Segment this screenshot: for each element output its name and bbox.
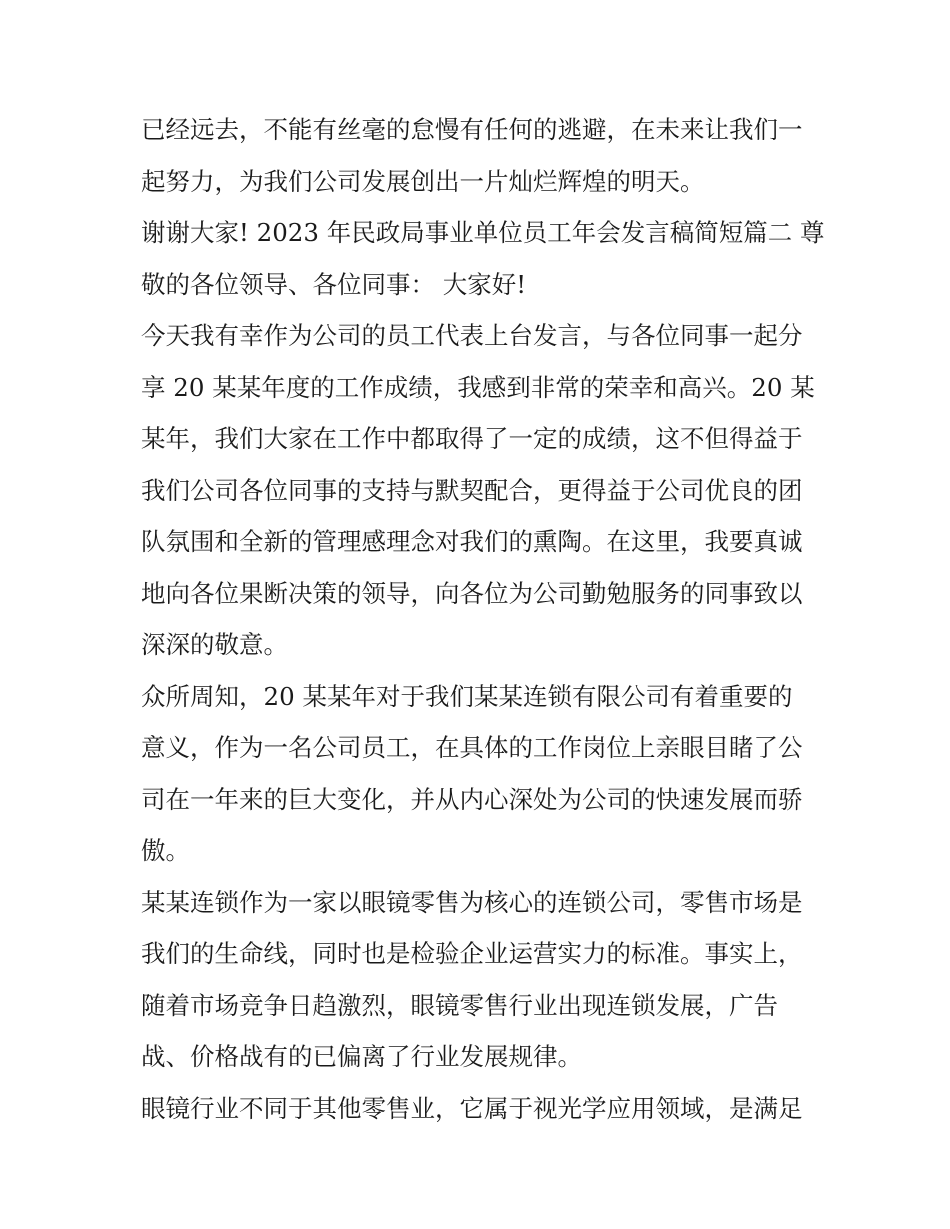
text-line: 敬的各位领导、各位同事： 大家好! xyxy=(141,269,527,299)
text-line: 享 20 某某年度的工作成绩，我感到非常的荣幸和高兴。20 某 xyxy=(141,372,815,402)
text-line: 谢谢大家! 2023 年民政局事业单位员工年会发言稿简短篇二 尊 xyxy=(141,218,825,247)
text-line: 起努力，为我们公司发展创出一片灿烂辉煌的明天。 xyxy=(141,166,705,196)
paragraph xyxy=(141,671,821,877)
paragraph xyxy=(141,1083,821,1135)
text-line: 眼镜行业不同于其他零售业，它属于视光学应用领域，是满足 xyxy=(141,1093,803,1123)
text-line: 今天我有幸作为公司的员工代表上台发言，与各位同事一起分 xyxy=(141,321,803,350)
text-line: 我们的生命线，同时也是检验企业运营实力的标准。事实上， xyxy=(141,939,803,968)
paragraph xyxy=(141,104,821,207)
paragraph xyxy=(141,310,821,671)
text-line: 深深的敬意。 xyxy=(141,630,288,659)
text-line: 队氛围和全新的管理感理念对我们的熏陶。在这里，我要真诚 xyxy=(141,527,803,556)
text-line: 意义，作为一名公司员工，在具体的工作岗位上亲眼目睹了公 xyxy=(141,733,803,762)
text-line: 我们公司各位同事的支持与默契配合，更得益于公司优良的团 xyxy=(141,475,803,505)
text-line: 某年，我们大家在工作中都取得了一定的成绩，这不但得益于 xyxy=(141,424,803,453)
text-line: 战、价格战有的已偏离了行业发展规律。 xyxy=(141,1042,582,1071)
text-line: 地向各位果断决策的领导，向各位为公司勤勉服务的同事致以 xyxy=(141,578,803,608)
document-body xyxy=(141,104,825,1134)
paragraph xyxy=(141,877,821,1083)
text-line: 司在一年来的巨大变化，并从内心深处为公司的快速发展而骄 xyxy=(141,784,803,814)
text-line: 傲。 xyxy=(141,836,190,865)
text-line: 某某连锁作为一家以眼镜零售为核心的连锁公司，零售市场是 xyxy=(141,887,803,917)
text-line: 随着市场竞争日趋激烈，眼镜零售行业出现连锁发展，广告 xyxy=(141,990,778,1020)
paragraph xyxy=(141,207,825,310)
text-line: 已经远去，不能有丝毫的怠慢有任何的逃避，在未来让我们一 xyxy=(141,115,803,144)
text-line: 众所周知，20 某某年对于我们某某连锁有限公司有着重要的 xyxy=(141,681,793,711)
